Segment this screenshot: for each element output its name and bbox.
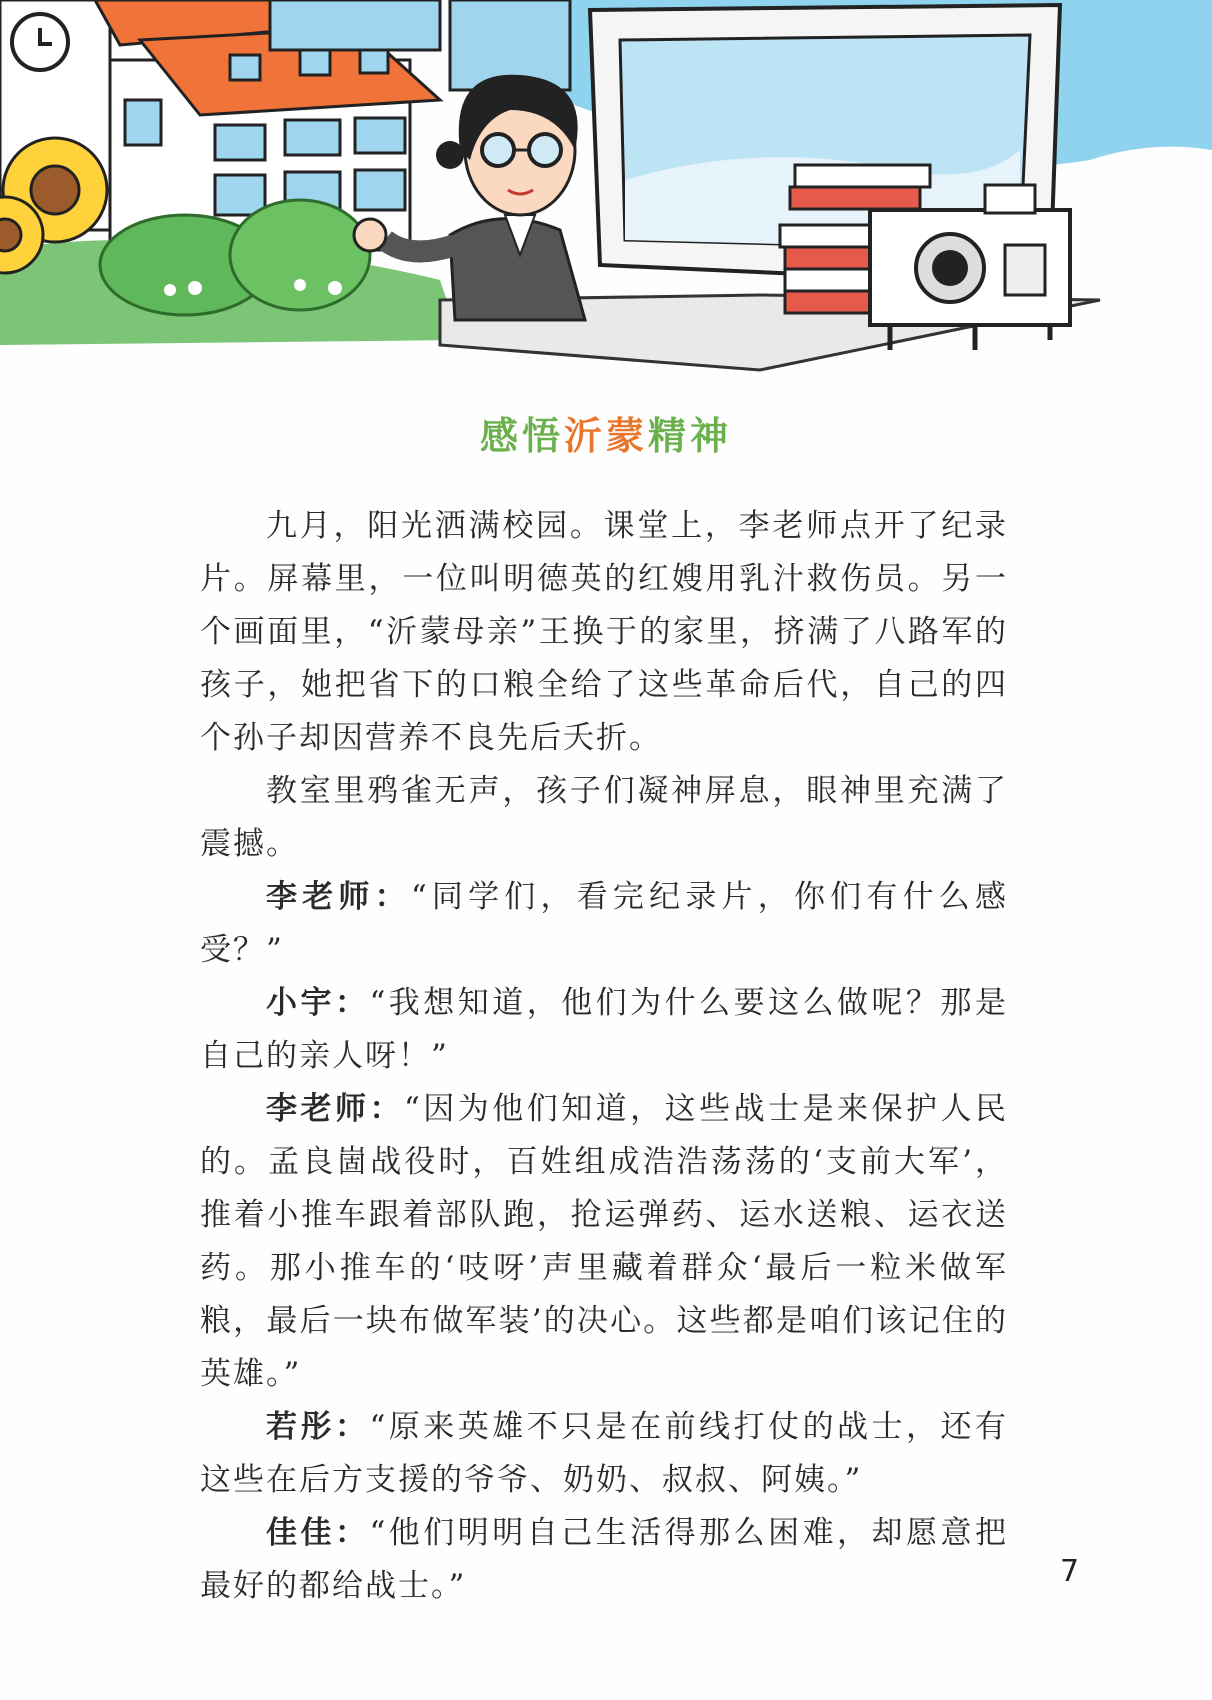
page-number: 7 xyxy=(1060,1554,1080,1589)
title-part-3: 精神 xyxy=(648,414,733,458)
speaker-name: 小宇： xyxy=(266,985,370,1021)
title-part-1: 感悟 xyxy=(479,414,564,458)
paragraph xyxy=(200,765,1008,871)
story-body xyxy=(200,500,1008,1613)
speaker-name: 李老师： xyxy=(266,879,411,915)
dialogue-text: “因为他们知道，这些战士是来保护人民的。孟良崮战役时，百姓组成浩浩荡荡的‘支前大军’，推着小推车跟着部队跑，抢运弹药、运水送粮、运衣送药。那小推车的‘吱呀’声里藏着群众‘最后一粒米做军粮，最后一块布做军装’的决心。这些都是咱们该记住的英雄。” xyxy=(200,1091,1008,1392)
dialogue-line xyxy=(200,1507,1008,1613)
speaker-name: 李老师： xyxy=(266,1091,404,1127)
speaker-name: 若彤： xyxy=(266,1409,370,1445)
page-title xyxy=(0,405,1212,460)
dialogue-text: “原来英雄不只是在前线打仗的战士，还有这些在后方支援的爷爷、奶奶、叔叔、阿姨。” xyxy=(200,1409,1008,1498)
paragraph xyxy=(200,500,1008,765)
paragraph-text: 九月，阳光洒满校园。课堂上，李老师点开了纪录片。屏幕里，一位叫明德英的红嫂用乳汁救伤员。另一个画面里，“沂蒙母亲”王换于的家里，挤满了八路军的孩子，她把省下的口粮全给了这些革命后代，自己的四个孙子却因营养不良先后夭折。 xyxy=(200,508,1008,756)
projector xyxy=(870,185,1070,350)
title-part-2: 沂蒙 xyxy=(563,414,648,458)
paragraph-text: 教室里鸦雀无声，孩子们凝神屏息，眼神里充满了震撼。 xyxy=(200,773,1008,862)
dialogue-line xyxy=(200,871,1008,977)
header-illustration xyxy=(0,0,1212,400)
dialogue-text: “我想知道，他们为什么要这么做呢？那是自己的亲人呀！” xyxy=(200,985,1008,1074)
dialogue-line xyxy=(200,1401,1008,1507)
dialogue-line xyxy=(200,977,1008,1083)
speaker-name: 佳佳： xyxy=(266,1515,370,1551)
dialogue-text: “同学们，看完纪录片，你们有什么感受？” xyxy=(200,879,1008,968)
dialogue-text: “他们明明自己生活得那么困难，却愿意把最好的都给战士。” xyxy=(200,1515,1008,1604)
dialogue-line xyxy=(200,1083,1008,1401)
